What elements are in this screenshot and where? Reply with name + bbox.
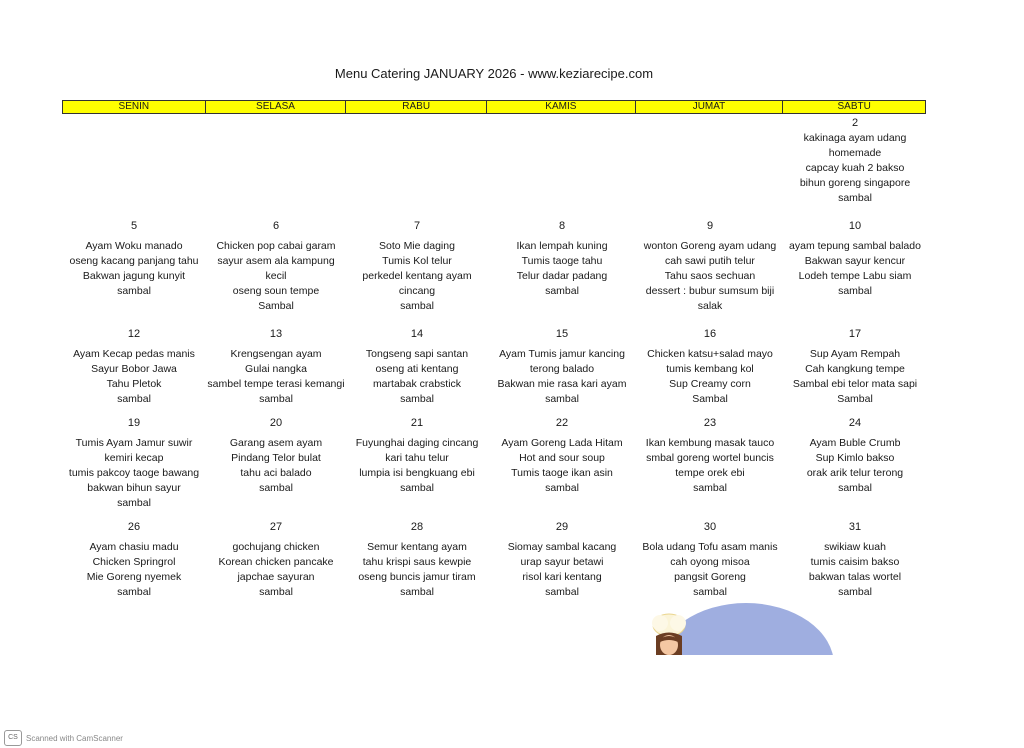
menu-item: sambal [117, 586, 151, 598]
menu-item: Bakwan jagung kunyit [82, 270, 186, 282]
day-number: 6 [272, 220, 280, 232]
day-cell [64, 327, 204, 407]
menu-item: kakinaga ayam udang [803, 132, 907, 144]
day-cell [207, 219, 345, 314]
menu-item: Sup Ayam Rempah [809, 348, 901, 360]
menu-item: Tahu Pletok [106, 378, 162, 390]
menu-item: cah sawi putih telur [665, 255, 755, 267]
menu-item: wonton Goreng ayam udang [643, 240, 777, 252]
header-sabtu: SABTU [837, 101, 871, 112]
scanner-text: Scanned with CamScanner [26, 733, 123, 743]
day-number: 29 [555, 521, 569, 533]
menu-item: Ikan lempah kuning [516, 240, 608, 252]
menu-item: sambal [838, 192, 872, 204]
menu-item: Tumis Ayam Jamur suwir kemiri kecap [75, 437, 193, 464]
day-cell [207, 520, 345, 600]
menu-item: Sambal [258, 300, 294, 312]
menu-item: Tumis taoge tahu [521, 255, 603, 267]
day-cell [785, 520, 925, 600]
menu-item: Cah kangkung tempe [805, 363, 905, 375]
day-cell [785, 327, 925, 407]
menu-item: tumis kembang kol [666, 363, 754, 375]
day-number: 23 [703, 417, 717, 429]
menu-item: sambal [117, 393, 151, 405]
day-cell [638, 416, 782, 496]
menu-item: Sup Creamy corn [669, 378, 751, 390]
menu-item: Siomay sambal kacang [507, 541, 617, 553]
menu-item: orak arik telur terong [806, 467, 904, 479]
day-number: 19 [127, 417, 141, 429]
day-cell [489, 327, 635, 407]
menu-item: sambal [838, 482, 872, 494]
menu-item: Bola udang Tofu asam manis [642, 541, 778, 553]
day-cell [489, 520, 635, 600]
day-number: 26 [127, 521, 141, 533]
day-cell [638, 219, 782, 314]
day-number: 17 [848, 328, 862, 340]
menu-item: capcay kuah 2 bakso [805, 162, 905, 174]
menu-item: sambal [693, 482, 727, 494]
menu-item: Ayam Tumis jamur kancing [499, 348, 625, 360]
menu-item: swikiaw kuah [824, 541, 886, 553]
header-rabu: RABU [346, 101, 487, 113]
day-cell [64, 416, 204, 511]
menu-item: gochujang chicken [232, 541, 320, 553]
menu-item: Semur kentang ayam [367, 541, 467, 553]
menu-item: Pindang Telor bulat [231, 452, 321, 464]
menu-item: tumis pakcoy taoge bawang [68, 467, 200, 479]
day-cell [64, 219, 204, 299]
menu-item: Sambal [692, 393, 728, 405]
day-number: 2 [851, 117, 859, 129]
menu-item: sambal [259, 482, 293, 494]
menu-item: sambal [545, 285, 579, 297]
menu-item: Ayam Goreng Lada Hitam [501, 437, 623, 449]
day-number: 21 [410, 417, 424, 429]
menu-item: Sup Kimlo bakso [815, 452, 895, 464]
chef-illustration [636, 603, 836, 655]
menu-item: sambel tempe terasi kemangi [207, 378, 345, 390]
menu-item: smbal goreng wortel buncis [646, 452, 774, 464]
menu-item: Ayam Woku manado [85, 240, 183, 252]
menu-item: risol kari kentang [522, 571, 602, 583]
menu-item: tahu aci balado [240, 467, 312, 479]
day-number: 24 [848, 417, 862, 429]
menu-item: Ikan kembung masak tauco [645, 437, 775, 449]
menu-item: Tahu saos sechuan [664, 270, 756, 282]
menu-item: japchae sayuran [237, 571, 315, 583]
day-cell [348, 520, 486, 600]
menu-item: sambal [400, 586, 434, 598]
camscanner-icon: CS [4, 730, 22, 746]
day-number: 9 [706, 220, 714, 232]
menu-item: Chicken katsu+salad mayo [647, 348, 773, 360]
menu-item: Chicken pop cabai garam [216, 240, 336, 252]
menu-item: sambal [693, 586, 727, 598]
menu-item: Gulai nangka [245, 363, 307, 375]
menu-item: perkedel kentang ayam cincang [362, 270, 472, 297]
day-number: 7 [413, 220, 421, 232]
menu-item: sambal [400, 393, 434, 405]
menu-item: Tongseng sapi santan [365, 348, 469, 360]
day-cell [489, 416, 635, 496]
menu-item: martabak crabstick [372, 378, 462, 390]
menu-item: Hot and sour soup [519, 452, 605, 464]
menu-item: terong balado [529, 363, 595, 375]
menu-item: Sayur Bobor Jawa [91, 363, 177, 375]
menu-item: sambal [838, 285, 872, 297]
menu-item: Bakwan mie rasa kari ayam [497, 378, 627, 390]
menu-item: bakwan talas wortel [808, 571, 902, 583]
header-senin: SENIN [63, 101, 206, 113]
day-number: 30 [703, 521, 717, 533]
day-cell [785, 219, 925, 299]
day-cell [638, 327, 782, 407]
menu-item: Korean chicken pancake [218, 556, 334, 568]
day-number: 10 [848, 220, 862, 232]
menu-item: dessert : bubur sumsum biji salak [645, 285, 775, 312]
day-cell [785, 416, 925, 496]
menu-item: tempe orek ebi [675, 467, 745, 479]
menu-item: sambal [117, 285, 151, 297]
day-number: 5 [130, 220, 138, 232]
menu-item: oseng ati kentang [375, 363, 459, 375]
menu-item: oseng soun tempe [232, 285, 320, 297]
menu-item: Garang asem ayam [229, 437, 323, 449]
day-cell [207, 416, 345, 496]
weekday-header [62, 100, 926, 114]
day-cell [785, 116, 925, 206]
menu-item: Bakwan sayur kencur [804, 255, 906, 267]
day-number: 16 [703, 328, 717, 340]
menu-item: oseng buncis jamur tiram [358, 571, 476, 583]
day-number: 31 [848, 521, 862, 533]
menu-item: sambal [259, 586, 293, 598]
menu-item: sambal [400, 482, 434, 494]
day-number: 13 [269, 328, 283, 340]
menu-item: bihun goreng singapore [799, 177, 911, 189]
day-cell [64, 520, 204, 600]
menu-item: kari tahu telur [385, 452, 449, 464]
header-kamis: KAMIS [487, 101, 636, 113]
menu-item: Sambal ebi telor mata sapi [792, 378, 918, 390]
day-number: 20 [269, 417, 283, 429]
day-cell [638, 520, 782, 600]
day-number: 27 [269, 521, 283, 533]
day-cell [489, 219, 635, 299]
menu-item: Ayam Kecap pedas manis [73, 348, 195, 360]
scanner-watermark [4, 730, 123, 746]
menu-item: ayam tepung sambal balado [789, 240, 921, 252]
page-title: Menu Catering JANUARY 2026 - www.keziarecipe.com [334, 66, 654, 81]
menu-item: Telur dadar padang [516, 270, 608, 282]
day-number: 28 [410, 521, 424, 533]
menu-item: lumpia isi bengkuang ebi [359, 467, 475, 479]
menu-item: sambal [545, 393, 579, 405]
menu-item: Tumis Kol telur [382, 255, 452, 267]
day-cell [207, 327, 345, 407]
day-number: 12 [127, 328, 141, 340]
day-cell [348, 416, 486, 496]
menu-item: sambal [545, 482, 579, 494]
menu-item: Soto Mie daging [379, 240, 455, 252]
header-selasa: SELASA [206, 101, 347, 113]
menu-item: sambal [117, 497, 151, 509]
menu-item: sambal [400, 300, 434, 312]
menu-item: Fuyunghai daging cincang [355, 437, 479, 449]
menu-item: Chicken Springrol [92, 556, 176, 568]
menu-item: Sambal [837, 393, 873, 405]
menu-item: oseng kacang panjang tahu [69, 255, 199, 267]
menu-item: sambal [545, 586, 579, 598]
menu-item: sayur asem ala kampung kecil [217, 255, 335, 282]
menu-item: tahu krispi saus kewpie [362, 556, 472, 568]
menu-item: Ayam chasiu madu [89, 541, 179, 553]
day-number: 8 [558, 220, 566, 232]
menu-item: sambal [838, 586, 872, 598]
menu-item: bakwan bihun sayur [87, 482, 181, 494]
menu-item: sambal [259, 393, 293, 405]
menu-item: Lodeh tempe Labu siam [798, 270, 912, 282]
day-number: 15 [555, 328, 569, 340]
header-jumat: JUMAT [636, 101, 784, 113]
menu-item: homemade [828, 147, 882, 159]
day-number: 14 [410, 328, 424, 340]
day-cell [348, 327, 486, 407]
day-number: 22 [555, 417, 569, 429]
menu-item: urap sayur betawi [520, 556, 604, 568]
menu-item: tumis caisim bakso [810, 556, 900, 568]
menu-item: Mie Goreng nyemek [86, 571, 182, 583]
menu-item: pangsit Goreng [674, 571, 746, 583]
menu-item: Ayam Buble Crumb [809, 437, 901, 449]
menu-item: Krengsengan ayam [230, 348, 322, 360]
menu-item: cah oyong misoa [670, 556, 750, 568]
day-cell [348, 219, 486, 314]
menu-item: Tumis taoge ikan asin [511, 467, 613, 479]
